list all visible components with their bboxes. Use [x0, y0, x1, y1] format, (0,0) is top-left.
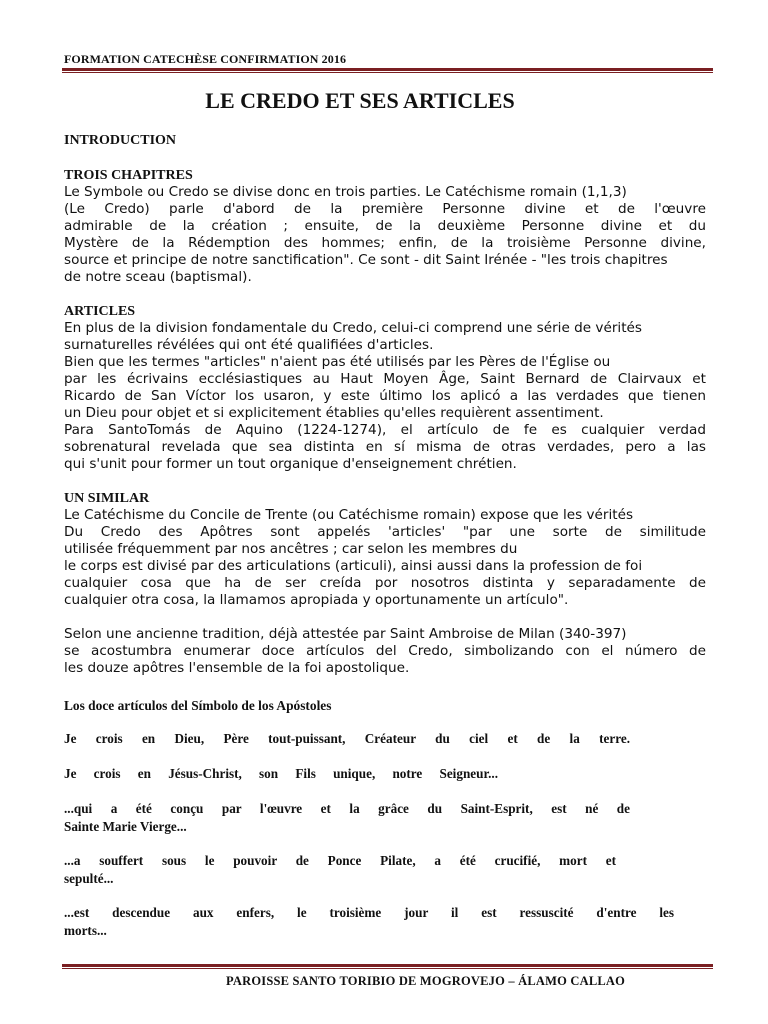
text-line: un Dieu pour objet et si explicitement établies qu'elles requièrent assentiment.: [64, 405, 604, 421]
text-line: Ricardo de San Víctor los usaron, y este último los aplicó a las verdades que tienen: [64, 388, 706, 404]
footer-text: PAROISSE SANTO TORIBIO DE MOGROVEJO – ÁLAMO CALLAO: [226, 974, 626, 988]
creed-article-2: [64, 765, 706, 783]
text-line: Selon une ancienne tradition, déjà attestée par Saint Ambroise de Milan (340-397): [64, 626, 627, 642]
text-line: Le Symbole ou Credo se divise donc en trois parties. Le Catéchisme romain (1,1,3): [64, 184, 627, 200]
creed-line-text: sepulté...: [64, 871, 114, 886]
text-line: par les écrivains ecclésiastiques au Haut Moyen Âge, Saint Bernard de Clairvaux et: [64, 371, 706, 387]
paragraph-articles: [64, 320, 706, 473]
paragraph-trois-chapitres: [64, 184, 706, 286]
creed-line-text: morts...: [64, 923, 107, 938]
text-line: les douze apôtres l'ensemble de la foi apostolique.: [64, 660, 410, 676]
creed-line-text: Sainte Marie Vierge...: [64, 819, 187, 834]
text-line: Du Credo des Apôtres sont appelés 'articles' "par une sorte de similitude: [64, 524, 706, 540]
section-heading-articles: ARTICLES: [64, 304, 136, 319]
text-line: Le Catéchisme du Concile de Trente (ou Catéchisme romain) expose que les vérités: [64, 507, 634, 523]
text-line: sobrenatural revelada que sea distinta en sí misma de otras verdades, pero a las: [64, 439, 706, 455]
text-line: source et principe de notre sanctification". Ce sont - dit Saint Irénée - "les trois chapitres: [64, 252, 668, 268]
creed-article-4: [64, 852, 706, 888]
section-heading-trois-chapitres: TROIS CHAPITRES: [64, 168, 193, 183]
creed-line-text: Je crois en Jésus-Christ, son Fils unique, notre Seigneur...: [64, 766, 498, 781]
creed-article-5: [64, 904, 706, 940]
text-line: le corps est divisé par des articulations (articuli), ainsi aussi dans la profession de foi: [64, 558, 643, 574]
text-line: Mystère de la Rédemption des hommes; enfin, de la troisième Personne divine,: [64, 235, 706, 251]
creed-article-3: [64, 800, 706, 836]
creed-article-1: [64, 730, 706, 748]
text-line: admirable de la création ; ensuite, de la deuxième Personne divine et du: [64, 218, 706, 234]
introduction-heading: INTRODUCTION: [64, 133, 177, 148]
creed-line-text: Je crois en Dieu, Père tout-puissant, Créateur du ciel et de la terre.: [64, 731, 630, 746]
header-title: FORMATION CATECHÈSE CONFIRMATION 2016: [64, 52, 347, 66]
paragraph-un-similar: [64, 507, 706, 609]
paragraph-tradition: [64, 626, 706, 677]
document-body: [64, 132, 706, 940]
document-title: LE CREDO ET SES ARTICLES: [205, 88, 515, 113]
text-line: cualquier cosa que ha de ser creída por nosotros distinta y separadamente de: [64, 575, 706, 591]
text-line: (Le Credo) parle d'abord de la première Personne divine et de l'œuvre: [64, 201, 706, 217]
text-line: En plus de la division fondamentale du Credo, celui-ci comprend une série de vérités: [64, 320, 642, 336]
text-line: surnaturelles révélées qui ont été qualifiées d'articles.: [64, 337, 434, 353]
text-line: Bien que les termes "articles" n'aient pas été utilisés par les Pères de l'Église ou: [64, 354, 611, 370]
creed-line-text: ...qui a été conçu par l'œuvre et la grâce du Saint-Esprit, est né de: [64, 801, 630, 816]
creed-line-text: ...est descendue aux enfers, le troisième jour il est ressuscité d'entre les: [64, 905, 674, 920]
text-line: utilisée fréquemment par nos ancêtres ; car selon les membres du: [64, 541, 518, 557]
text-line: Para SantoTomás de Aquino (1224-1274), el artículo de fe es cualquier verdad: [64, 422, 706, 438]
section-heading-un-similar: UN SIMILAR: [64, 491, 150, 506]
text-line: se acostumbra enumerar doce artículos del Credo, simbolizando con el número de: [64, 643, 706, 659]
header-rule: [62, 68, 713, 73]
creed-line-text: ...a souffert sous le pouvoir de Ponce Pilate, a été crucifié, mort et: [64, 853, 616, 868]
footer-rule: [62, 964, 713, 969]
text-line: cualquier otra cosa, la llamamos apropiada y oportunamente un artículo".: [64, 592, 569, 608]
text-line: qui s'unit pour former un tout organique d'enseignement chrétien.: [64, 456, 517, 472]
text-line: de notre sceau (baptismal).: [64, 269, 252, 285]
creed-heading: Los doce artículos del Símbolo de los Apóstoles: [64, 698, 332, 713]
